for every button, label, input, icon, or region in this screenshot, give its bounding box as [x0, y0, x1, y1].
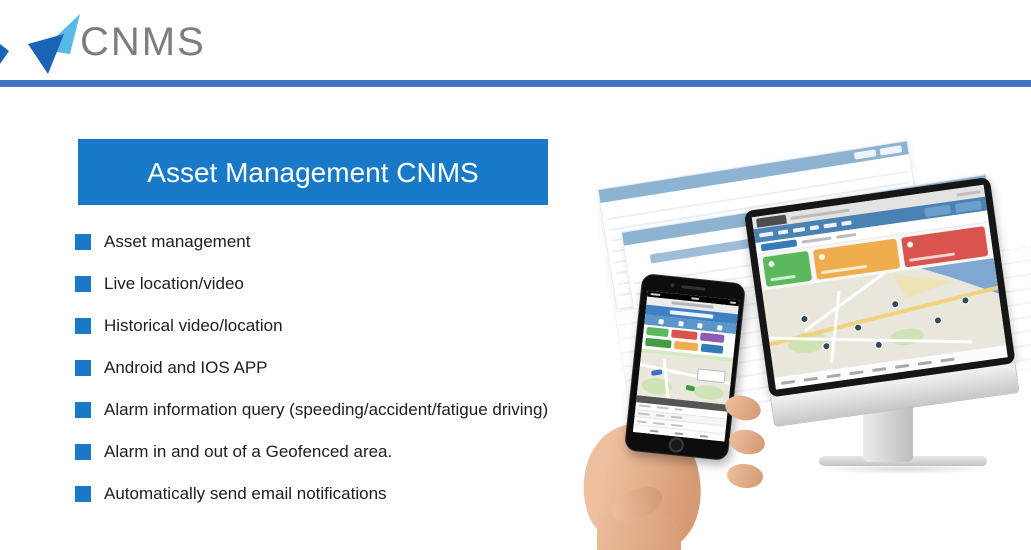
- edge-decoration: [0, 44, 9, 64]
- feature-label: Alarm information query (speeding/accident/fatigue driving): [104, 400, 549, 419]
- square-bullet-icon: [75, 276, 91, 292]
- list-item: [75, 442, 548, 462]
- product-illustration: [575, 150, 1031, 550]
- title-banner: [78, 139, 548, 205]
- list-item: [75, 316, 548, 336]
- feature-label: Automatically send email notifications: [104, 484, 387, 503]
- list-item: [75, 232, 548, 252]
- brand-logo-text: CNMS: [80, 20, 206, 64]
- vehicle-marker-blue: [651, 369, 663, 376]
- feature-label: Android and IOS APP: [104, 358, 268, 377]
- fingertip: [727, 427, 767, 457]
- square-bullet-icon: [75, 360, 91, 376]
- feature-label: Asset management: [104, 232, 251, 251]
- list-item: [75, 358, 548, 378]
- list-item: [75, 274, 548, 294]
- header-divider: [0, 80, 1031, 87]
- square-bullet-icon: [75, 402, 91, 418]
- page-title: Asset Management CNMS: [147, 157, 479, 188]
- vehicle-marker-green: [685, 385, 695, 392]
- map-info-popup: [697, 368, 726, 383]
- feature-label: Alarm in and out of a Geofenced area.: [104, 442, 393, 461]
- smartphone: [624, 273, 746, 461]
- feature-label: Live location/video: [104, 274, 244, 293]
- feature-list: [75, 232, 548, 526]
- brand-arrows-icon: [26, 12, 82, 76]
- feature-label: Historical video/location: [104, 316, 283, 335]
- list-item: [75, 400, 548, 420]
- phone-screen: [633, 291, 739, 442]
- home-button-icon: [668, 437, 684, 453]
- earpiece-icon: [681, 285, 705, 290]
- list-item: [75, 484, 548, 504]
- monitor-stand-neck: [863, 406, 913, 462]
- square-bullet-icon: [75, 486, 91, 502]
- square-bullet-icon: [75, 318, 91, 334]
- camera-icon: [670, 283, 674, 287]
- square-bullet-icon: [75, 444, 91, 460]
- square-bullet-icon: [75, 234, 91, 250]
- hand-holding-phone: [583, 278, 813, 550]
- fingertip: [726, 462, 764, 490]
